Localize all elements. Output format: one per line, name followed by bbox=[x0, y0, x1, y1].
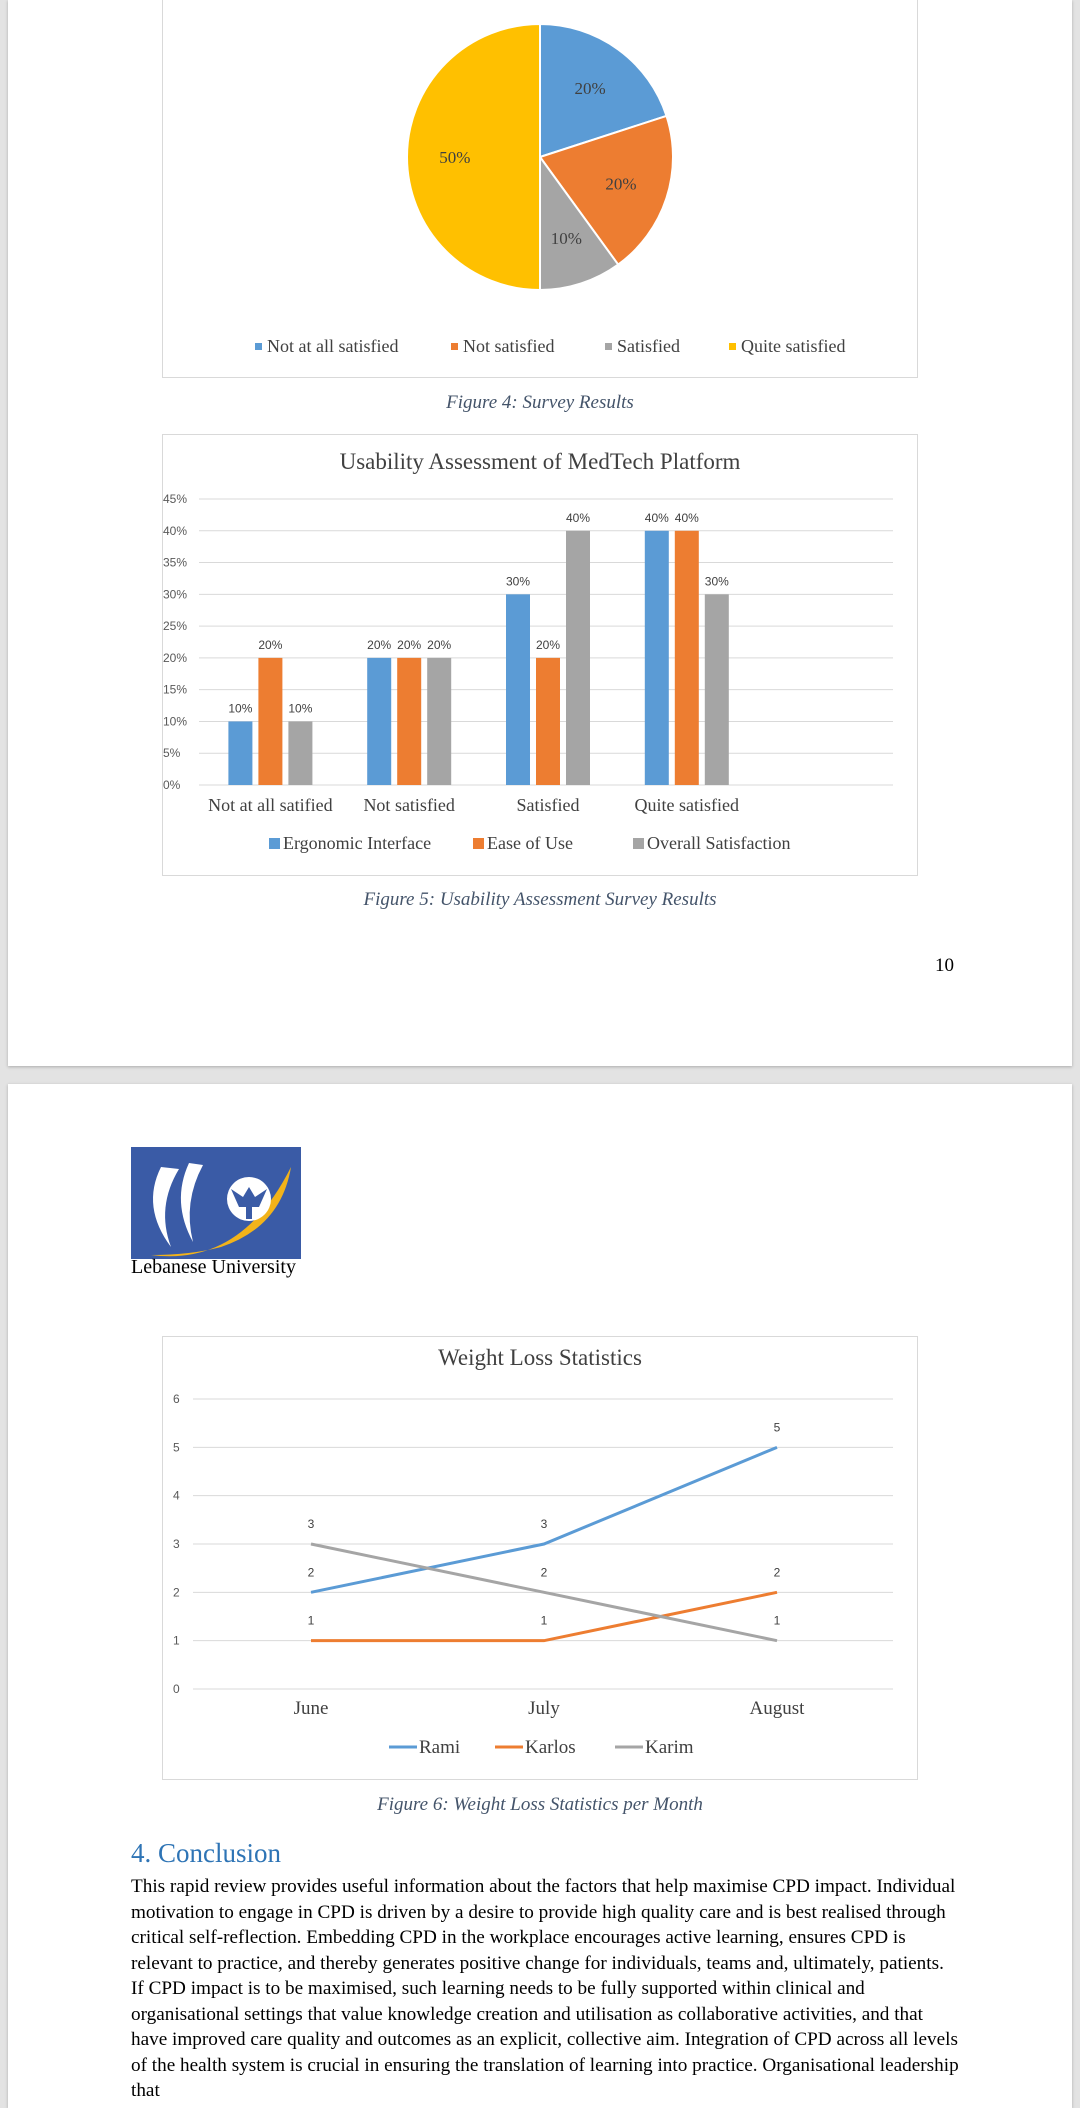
bar-ergonomic-interface bbox=[645, 531, 669, 785]
pie-chart bbox=[163, 0, 917, 377]
bar-overall-satisfaction bbox=[427, 658, 451, 785]
bar-ergonomic-interface bbox=[367, 658, 391, 785]
bar-overall-satisfaction bbox=[705, 594, 729, 785]
pie-slice-quite-satisfied bbox=[407, 24, 540, 290]
bar-ergonomic-interface bbox=[506, 594, 530, 785]
y-tick-label: 15% bbox=[163, 682, 188, 697]
bar-overall-satisfaction bbox=[566, 531, 590, 785]
legend-swatch bbox=[605, 343, 612, 350]
section-heading: 4. Conclusion bbox=[131, 1838, 282, 1868]
bar-data-label: 40% bbox=[674, 510, 699, 525]
bar-data-label: 20% bbox=[367, 637, 392, 652]
y-tick-label: 20% bbox=[163, 650, 188, 665]
legend-label: Satisfied bbox=[617, 336, 680, 356]
lebanese-university-logo bbox=[131, 1147, 301, 1259]
legend-swatch bbox=[269, 838, 280, 849]
bar-chart bbox=[163, 435, 917, 875]
document-page-11 bbox=[8, 1084, 1072, 2108]
line-data-label: 2 bbox=[540, 1565, 548, 1580]
line-data-label: 1 bbox=[540, 1613, 548, 1628]
x-category-label: Satisfied bbox=[516, 795, 580, 815]
x-category-label: June bbox=[293, 1698, 329, 1719]
chart-title: Usability Assessment of MedTech Platform bbox=[339, 449, 741, 474]
y-tick-label: 25% bbox=[163, 619, 188, 634]
legend-swatch bbox=[633, 838, 644, 849]
pie-data-label: 20% bbox=[574, 79, 606, 99]
line-data-label: 5 bbox=[773, 1420, 781, 1435]
y-tick-label: 35% bbox=[163, 555, 188, 570]
bar-data-label: 40% bbox=[644, 510, 669, 525]
conclusion-paragraph: This rapid review provides useful information about the factors that help maximise CPD impact. Individual motivation to engage in CPD is driven by a desire to provide high quality care and is best realised through critical self-reflection. Embedding CPD in the workplace encourages active learning, ensures CPD is relevant to practice, and thereby generates positive change for individuals, teams and, ultimately, patients. If CPD impact is to be maximised, such learning needs to be fully supported within clinical and organisational settings that value knowledge creation and utilisation as collaborative activities, and that have improved care quality and outcomes as an explicit, collective aim. Integration of CPD across all levels of the health system is crucial in ensuring the translation of learning into practice. Organisational leadership that bbox=[131, 1876, 959, 2101]
line-data-label: 3 bbox=[540, 1517, 548, 1531]
y-tick-label: 6 bbox=[173, 1392, 180, 1406]
legend-label: Ease of Use bbox=[487, 833, 573, 853]
bar-data-label: 20% bbox=[427, 637, 452, 652]
pie-chart-frame bbox=[162, 0, 918, 378]
legend-swatch bbox=[451, 343, 458, 350]
bar-ease-of-use bbox=[536, 658, 560, 785]
figure-4-caption: Figure 4: Survey Results bbox=[446, 392, 634, 413]
x-category-label: August bbox=[749, 1698, 805, 1719]
legend-swatch bbox=[255, 343, 262, 350]
legend-label: Karim bbox=[645, 1737, 694, 1758]
x-category-label: Quite satisfied bbox=[634, 795, 740, 815]
pie-data-label: 10% bbox=[550, 228, 582, 248]
figure-6-caption: Figure 6: Weight Loss Statistics per Month bbox=[377, 1794, 703, 1815]
bar-ease-of-use bbox=[397, 658, 421, 785]
bar-data-label: 20% bbox=[397, 637, 422, 652]
line-data-label: 2 bbox=[307, 1565, 315, 1580]
line-data-label: 2 bbox=[773, 1565, 781, 1580]
line-data-label: 1 bbox=[773, 1613, 781, 1628]
page-number: 10 bbox=[935, 955, 954, 976]
line-chart-frame bbox=[162, 1336, 918, 1780]
bar-overall-satisfaction bbox=[288, 721, 312, 785]
pie-data-label: 50% bbox=[439, 148, 471, 167]
bar-data-label: 30% bbox=[505, 574, 531, 589]
y-tick-label: 5 bbox=[173, 1440, 180, 1455]
figure-5-caption: Figure 5: Usability Assessment Survey Results bbox=[363, 889, 717, 910]
x-category-label: Not satisfied bbox=[363, 795, 455, 815]
bar-data-label: 40% bbox=[565, 510, 591, 525]
bar-data-label: 20% bbox=[535, 637, 561, 652]
legend-label: Not at all satisfied bbox=[267, 336, 399, 356]
y-tick-label: 4 bbox=[173, 1488, 180, 1503]
y-tick-label: 1 bbox=[173, 1633, 180, 1648]
logo-label: Lebanese University bbox=[131, 1256, 296, 1278]
bar-data-label: 10% bbox=[288, 701, 313, 716]
y-tick-label: 0% bbox=[163, 778, 181, 792]
bar-data-label: 10% bbox=[228, 701, 253, 716]
bar-chart-frame bbox=[162, 434, 918, 876]
y-tick-label: 5% bbox=[163, 746, 181, 761]
legend-swatch bbox=[729, 343, 736, 350]
legend-swatch bbox=[473, 838, 484, 849]
x-category-label: Not at all satified bbox=[208, 795, 333, 815]
y-tick-label: 0 bbox=[173, 1682, 180, 1696]
y-tick-label: 40% bbox=[163, 523, 188, 538]
legend-label: Rami bbox=[419, 1737, 461, 1758]
legend-label: Quite satisfied bbox=[741, 336, 846, 356]
bar-ergonomic-interface bbox=[228, 721, 252, 785]
y-tick-label: 45% bbox=[163, 492, 188, 506]
document-page-10 bbox=[8, 0, 1072, 1066]
legend-label: Not satisfied bbox=[463, 336, 555, 356]
y-tick-label: 10% bbox=[163, 714, 188, 729]
line-data-label: 3 bbox=[307, 1517, 315, 1531]
line-chart bbox=[163, 1337, 917, 1779]
pie-data-label: 20% bbox=[605, 174, 637, 194]
bar-ease-of-use bbox=[258, 658, 282, 785]
legend-label: Ergonomic Interface bbox=[283, 833, 432, 853]
bar-data-label: 30% bbox=[704, 574, 729, 589]
y-tick-label: 30% bbox=[163, 587, 188, 602]
bar-ease-of-use bbox=[675, 531, 699, 785]
y-tick-label: 3 bbox=[173, 1537, 180, 1551]
bar-data-label: 20% bbox=[258, 637, 283, 652]
chart-title: Weight Loss Statistics bbox=[438, 1345, 642, 1370]
legend-label: Karlos bbox=[525, 1737, 576, 1758]
line-data-label: 1 bbox=[307, 1613, 315, 1628]
y-tick-label: 2 bbox=[173, 1585, 180, 1600]
x-category-label: July bbox=[528, 1698, 560, 1719]
legend-label: Overall Satisfaction bbox=[647, 833, 791, 853]
